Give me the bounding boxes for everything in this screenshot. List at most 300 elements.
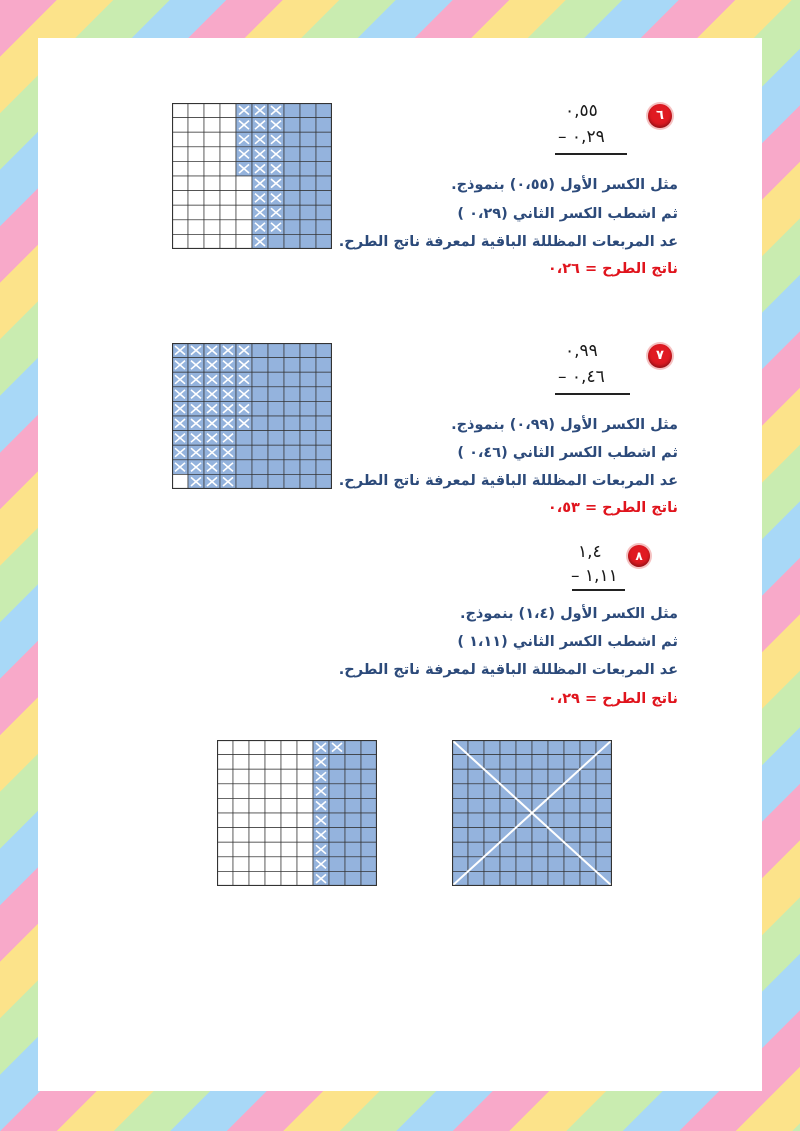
grid-cell (204, 118, 220, 133)
grid-cell-shaded (548, 740, 564, 755)
grid-cell-shaded (596, 798, 612, 813)
hundred-grid-full-problem-8 (452, 740, 612, 886)
grid-cell-shaded (345, 813, 361, 828)
grid-cell (220, 176, 236, 191)
grid-cell-shaded (596, 784, 612, 799)
grid-cell-shaded (268, 372, 284, 387)
grid-cell-shaded (252, 372, 268, 387)
grid-cell-shaded (329, 842, 345, 857)
grid-cell (233, 857, 249, 872)
grid-cell (281, 828, 297, 843)
grid-cell-shaded (548, 798, 564, 813)
grid-cell (281, 740, 297, 755)
grid-cell (217, 798, 233, 813)
grid-cell-shaded (596, 755, 612, 770)
grid-cell-shaded (345, 871, 361, 886)
grid-cell-shaded (361, 828, 377, 843)
grid-cell-shaded (532, 784, 548, 799)
grid-cell (188, 147, 204, 162)
grid-cell (249, 784, 265, 799)
grid-cell (233, 871, 249, 886)
instruction-line-3: عد المربعات المظللة الباقية لمعرفة ناتج الطرح. (338, 234, 678, 250)
grid-cell (281, 813, 297, 828)
grid-cell (204, 161, 220, 176)
grid-cell (220, 103, 236, 118)
grid-cell-shaded (268, 445, 284, 460)
grid-cell (233, 755, 249, 770)
grid-cell-shaded (268, 358, 284, 373)
grid-cell (188, 118, 204, 133)
grid-cell-shaded (361, 740, 377, 755)
grid-cell-shaded (484, 871, 500, 886)
grid-cell (204, 234, 220, 249)
grid-cell-shaded (284, 445, 300, 460)
grid-cell-shaded (284, 372, 300, 387)
grid-cell-shaded (500, 813, 516, 828)
grid-cell-shaded (316, 161, 332, 176)
grid-cell-shaded (500, 871, 516, 886)
grid-cell-shaded (452, 755, 468, 770)
grid-cell (281, 857, 297, 872)
instruction-line-2: ثم اشطب الكسر الثاني (١،١١ ) (457, 634, 678, 650)
grid-cell (220, 220, 236, 235)
grid-cell-shaded (284, 401, 300, 416)
grid-cell-shaded (329, 857, 345, 872)
grid-cell-shaded (316, 416, 332, 431)
grid-cell (188, 220, 204, 235)
grid-cell (265, 769, 281, 784)
problem-number-badge: ٨ (628, 545, 650, 567)
grid-cell-shaded (468, 828, 484, 843)
grid-cell (249, 798, 265, 813)
subtraction-result: ناتج الطرح = ٠،٥٣ (547, 500, 678, 516)
grid-cell (188, 205, 204, 220)
grid-cell-shaded (361, 857, 377, 872)
grid-cell (297, 784, 313, 799)
grid-cell-shaded (252, 474, 268, 489)
grid-cell-shaded (268, 401, 284, 416)
grid-cell-shaded (284, 176, 300, 191)
grid-cell-shaded (500, 755, 516, 770)
grid-cell-shaded (452, 813, 468, 828)
grid-cell (249, 842, 265, 857)
grid-cell-shaded (580, 784, 596, 799)
grid-cell-shaded (468, 784, 484, 799)
grid-cell-shaded (284, 132, 300, 147)
grid-cell-shaded (316, 460, 332, 475)
grid-cell-shaded (316, 147, 332, 162)
grid-cell-shaded (300, 460, 316, 475)
grid-cell (204, 176, 220, 191)
grid-cell-shaded (300, 358, 316, 373)
grid-cell-shaded (484, 828, 500, 843)
instruction-line-3: عد المربعات المظللة الباقية لمعرفة ناتج الطرح. (338, 473, 678, 489)
grid-cell-shaded (284, 431, 300, 446)
grid-cell-shaded (361, 755, 377, 770)
grid-cell-shaded (268, 416, 284, 431)
grid-cell-shaded (532, 769, 548, 784)
grid-cell (204, 220, 220, 235)
hundred-grid-partial-problem-8 (217, 740, 377, 886)
grid-cell-shaded (300, 161, 316, 176)
grid-cell-shaded (268, 343, 284, 358)
grid-cell-shaded (252, 431, 268, 446)
grid-cell-shaded (316, 132, 332, 147)
grid-cell-shaded (329, 871, 345, 886)
grid-cell (233, 769, 249, 784)
grid-cell-shaded (564, 828, 580, 843)
minuend: ٠,٥٥ (565, 101, 598, 121)
grid-cell-shaded (300, 147, 316, 162)
grid-cell-shaded (361, 784, 377, 799)
grid-cell-shaded (316, 372, 332, 387)
grid-cell-shaded (500, 740, 516, 755)
grid-cell (265, 857, 281, 872)
minuend: ١,٤ (578, 542, 602, 562)
grid-cell (220, 147, 236, 162)
grid-cell-shaded (548, 813, 564, 828)
grid-cell-shaded (300, 445, 316, 460)
grid-cell (265, 828, 281, 843)
grid-cell-shaded (268, 431, 284, 446)
grid-cell (204, 132, 220, 147)
grid-cell-shaded (300, 205, 316, 220)
grid-cell (217, 769, 233, 784)
grid-cell-shaded (268, 474, 284, 489)
grid-cell-shaded (252, 445, 268, 460)
grid-cell-shaded (329, 798, 345, 813)
grid-cell-shaded (284, 103, 300, 118)
grid-cell (249, 857, 265, 872)
grid-cell-shaded (300, 191, 316, 206)
grid-cell (297, 798, 313, 813)
grid-cell-shaded (252, 460, 268, 475)
grid-cell (233, 842, 249, 857)
grid-cell (220, 191, 236, 206)
grid-cell-shaded (452, 784, 468, 799)
grid-cell (172, 103, 188, 118)
grid-cell (172, 118, 188, 133)
subtrahend: ٠,٢٩ – (558, 127, 605, 147)
grid-cell-shaded (300, 132, 316, 147)
grid-cell-shaded (300, 343, 316, 358)
grid-cell-shaded (284, 220, 300, 235)
grid-cell-shaded (564, 798, 580, 813)
grid-cell (204, 205, 220, 220)
grid-cell-shaded (516, 784, 532, 799)
instruction-line-1: مثل الكسر الأول (١،٤) بنموذج. (459, 606, 678, 622)
grid-cell-shaded (580, 813, 596, 828)
grid-cell-shaded (316, 343, 332, 358)
grid-cell-shaded (316, 234, 332, 249)
grid-cell-shaded (484, 755, 500, 770)
grid-cell (249, 755, 265, 770)
grid-cell-shaded (316, 387, 332, 402)
grid-cell-shaded (316, 474, 332, 489)
grid-cell-shaded (532, 740, 548, 755)
grid-cell-shaded (284, 387, 300, 402)
grid-cell-shaded (361, 769, 377, 784)
grid-cell-shaded (345, 740, 361, 755)
grid-cell (281, 871, 297, 886)
grid-cell (249, 813, 265, 828)
grid-cell (172, 220, 188, 235)
grid-cell-shaded (284, 234, 300, 249)
grid-cell-shaded (252, 343, 268, 358)
grid-cell-shaded (468, 871, 484, 886)
grid-cell-shaded (596, 769, 612, 784)
grid-cell-shaded (596, 813, 612, 828)
grid-cell (249, 871, 265, 886)
grid-cell (297, 857, 313, 872)
grid-cell-shaded (548, 871, 564, 886)
grid-cell (172, 191, 188, 206)
grid-cell (297, 871, 313, 886)
grid-cell (172, 176, 188, 191)
grid-cell-shaded (484, 798, 500, 813)
subtrahend: ٠,٤٦ – (558, 367, 605, 387)
grid-cell-shaded (500, 842, 516, 857)
grid-cell-shaded (345, 842, 361, 857)
grid-cell (281, 842, 297, 857)
grid-cell-shaded (548, 842, 564, 857)
grid-cell-shaded (284, 460, 300, 475)
grid-cell-shaded (580, 871, 596, 886)
grid-cell-shaded (580, 828, 596, 843)
grid-cell-shaded (300, 176, 316, 191)
grid-cell-shaded (345, 857, 361, 872)
grid-cell (265, 842, 281, 857)
grid-cell-shaded (329, 813, 345, 828)
grid-cell-shaded (516, 871, 532, 886)
grid-cell-shaded (300, 416, 316, 431)
grid-cell (297, 813, 313, 828)
grid-cell-shaded (284, 161, 300, 176)
grid-cell-shaded (516, 842, 532, 857)
grid-cell (281, 784, 297, 799)
subtraction-line (555, 153, 627, 155)
grid-cell-shaded (532, 871, 548, 886)
grid-cell-shaded (361, 871, 377, 886)
grid-cell-shaded (300, 118, 316, 133)
grid-cell-shaded (532, 842, 548, 857)
grid-cell-shaded (300, 474, 316, 489)
grid-cell-shaded (361, 842, 377, 857)
grid-cell (217, 857, 233, 872)
grid-cell (188, 161, 204, 176)
grid-cell-shaded (345, 769, 361, 784)
grid-cell-shaded (468, 842, 484, 857)
grid-cell (220, 234, 236, 249)
grid-cell-shaded (252, 387, 268, 402)
grid-cell-shaded (284, 205, 300, 220)
grid-cell-shaded (548, 769, 564, 784)
grid-cell-shaded (564, 740, 580, 755)
grid-cell (188, 103, 204, 118)
hundred-grid-problem-7 (172, 343, 332, 489)
grid-cell-shaded (316, 191, 332, 206)
grid-cell-shaded (468, 813, 484, 828)
grid-cell (204, 147, 220, 162)
grid-cell-shaded (516, 740, 532, 755)
minuend: ٠,٩٩ (565, 341, 598, 361)
grid-cell-shaded (500, 857, 516, 872)
grid-cell-shaded (236, 431, 252, 446)
grid-cell (217, 784, 233, 799)
grid-cell (188, 176, 204, 191)
grid-cell (204, 191, 220, 206)
grid-cell-shaded (316, 401, 332, 416)
instruction-line-1: مثل الكسر الأول (٠،٥٥) بنموذج. (451, 177, 678, 193)
grid-cell (220, 161, 236, 176)
grid-cell (265, 740, 281, 755)
grid-cell-shaded (316, 431, 332, 446)
grid-cell-shaded (452, 842, 468, 857)
grid-cell-shaded (564, 755, 580, 770)
grid-cell-shaded (345, 755, 361, 770)
grid-cell (220, 118, 236, 133)
hundred-grid-problem-6 (172, 103, 332, 249)
grid-cell-shaded (284, 191, 300, 206)
grid-cell-shaded (596, 828, 612, 843)
grid-cell-shaded (316, 358, 332, 373)
grid-cell-shaded (300, 234, 316, 249)
grid-cell-shaded (596, 842, 612, 857)
subtraction-line (572, 589, 625, 591)
grid-cell-shaded (516, 857, 532, 872)
grid-cell (281, 755, 297, 770)
grid-cell-shaded (284, 147, 300, 162)
instruction-line-3: عد المربعات المظللة الباقية لمعرفة ناتج الطرح. (338, 662, 678, 678)
grid-cell-shaded (236, 460, 252, 475)
grid-cell (297, 740, 313, 755)
grid-cell-shaded (345, 828, 361, 843)
grid-cell-shaded (516, 769, 532, 784)
grid-cell-shaded (284, 474, 300, 489)
grid-cell (217, 842, 233, 857)
grid-cell-shaded (516, 828, 532, 843)
grid-cell-shaded (252, 416, 268, 431)
grid-cell (188, 132, 204, 147)
grid-cell (265, 813, 281, 828)
grid-cell-shaded (329, 828, 345, 843)
subtraction-result: ناتج الطرح = ٠،٢٦ (547, 261, 678, 277)
grid-cell-shaded (452, 828, 468, 843)
grid-cell-shaded (252, 358, 268, 373)
grid-cell (220, 132, 236, 147)
grid-cell-shaded (484, 857, 500, 872)
grid-cell-shaded (564, 857, 580, 872)
grid-cell-shaded (484, 740, 500, 755)
instruction-line-2: ثم اشطب الكسر الثاني (٠،٢٩ ) (457, 206, 678, 222)
grid-cell-shaded (580, 798, 596, 813)
grid-cell-shaded (316, 445, 332, 460)
grid-cell-shaded (580, 740, 596, 755)
grid-cell-shaded (300, 431, 316, 446)
grid-cell-shaded (361, 813, 377, 828)
instruction-line-2: ثم اشطب الكسر الثاني (٠،٤٦ ) (457, 445, 678, 461)
grid-cell-shaded (252, 401, 268, 416)
grid-cell-shaded (300, 372, 316, 387)
grid-cell-shaded (345, 798, 361, 813)
grid-cell (217, 828, 233, 843)
grid-cell-shaded (284, 416, 300, 431)
grid-cell (249, 740, 265, 755)
grid-cell-shaded (300, 103, 316, 118)
grid-cell (172, 205, 188, 220)
grid-cell-shaded (484, 813, 500, 828)
grid-cell-shaded (468, 769, 484, 784)
grid-cell (204, 103, 220, 118)
grid-cell-shaded (500, 769, 516, 784)
problem-number-badge: ٦ (648, 104, 672, 128)
grid-cell-shaded (236, 445, 252, 460)
grid-cell (188, 234, 204, 249)
grid-cell (172, 234, 188, 249)
subtraction-result: ناتج الطرح = ٠،٢٩ (547, 691, 678, 707)
grid-cell-shaded (236, 474, 252, 489)
grid-cell (265, 755, 281, 770)
grid-cell-shaded (596, 857, 612, 872)
grid-cell-shaded (452, 857, 468, 872)
grid-cell-shaded (468, 740, 484, 755)
grid-cell (297, 755, 313, 770)
grid-cell-shaded (564, 784, 580, 799)
grid-cell-shaded (580, 842, 596, 857)
grid-cell-shaded (548, 755, 564, 770)
grid-cell-shaded (316, 220, 332, 235)
grid-cell (265, 871, 281, 886)
grid-cell-shaded (345, 784, 361, 799)
grid-cell-shaded (268, 387, 284, 402)
grid-cell (172, 147, 188, 162)
grid-cell (249, 769, 265, 784)
grid-cell-shaded (532, 755, 548, 770)
grid-cell (172, 161, 188, 176)
grid-cell (297, 842, 313, 857)
grid-cell-shaded (284, 358, 300, 373)
grid-cell-shaded (284, 118, 300, 133)
grid-cell-shaded (268, 234, 284, 249)
grid-cell-shaded (452, 769, 468, 784)
grid-cell-shaded (580, 769, 596, 784)
grid-cell (233, 798, 249, 813)
grid-cell-shaded (564, 813, 580, 828)
grid-cell-shaded (329, 769, 345, 784)
grid-cell (217, 871, 233, 886)
grid-cell (172, 132, 188, 147)
grid-cell (188, 191, 204, 206)
grid-cell-shaded (316, 118, 332, 133)
grid-cell (265, 798, 281, 813)
grid-cell-shaded (452, 798, 468, 813)
grid-cell-shaded (284, 343, 300, 358)
grid-cell (220, 205, 236, 220)
grid-cell (233, 828, 249, 843)
grid-cell (233, 784, 249, 799)
subtraction-line (555, 393, 630, 395)
grid-cell (233, 813, 249, 828)
grid-cell-shaded (316, 103, 332, 118)
worksheet-page (38, 38, 762, 1091)
grid-cell-shaded (468, 798, 484, 813)
grid-cell-shaded (316, 176, 332, 191)
grid-cell-shaded (564, 871, 580, 886)
grid-cell-shaded (484, 784, 500, 799)
instruction-line-1: مثل الكسر الأول (٠،٩٩) بنموذج. (451, 417, 678, 433)
grid-cell-shaded (516, 755, 532, 770)
grid-cell (217, 740, 233, 755)
